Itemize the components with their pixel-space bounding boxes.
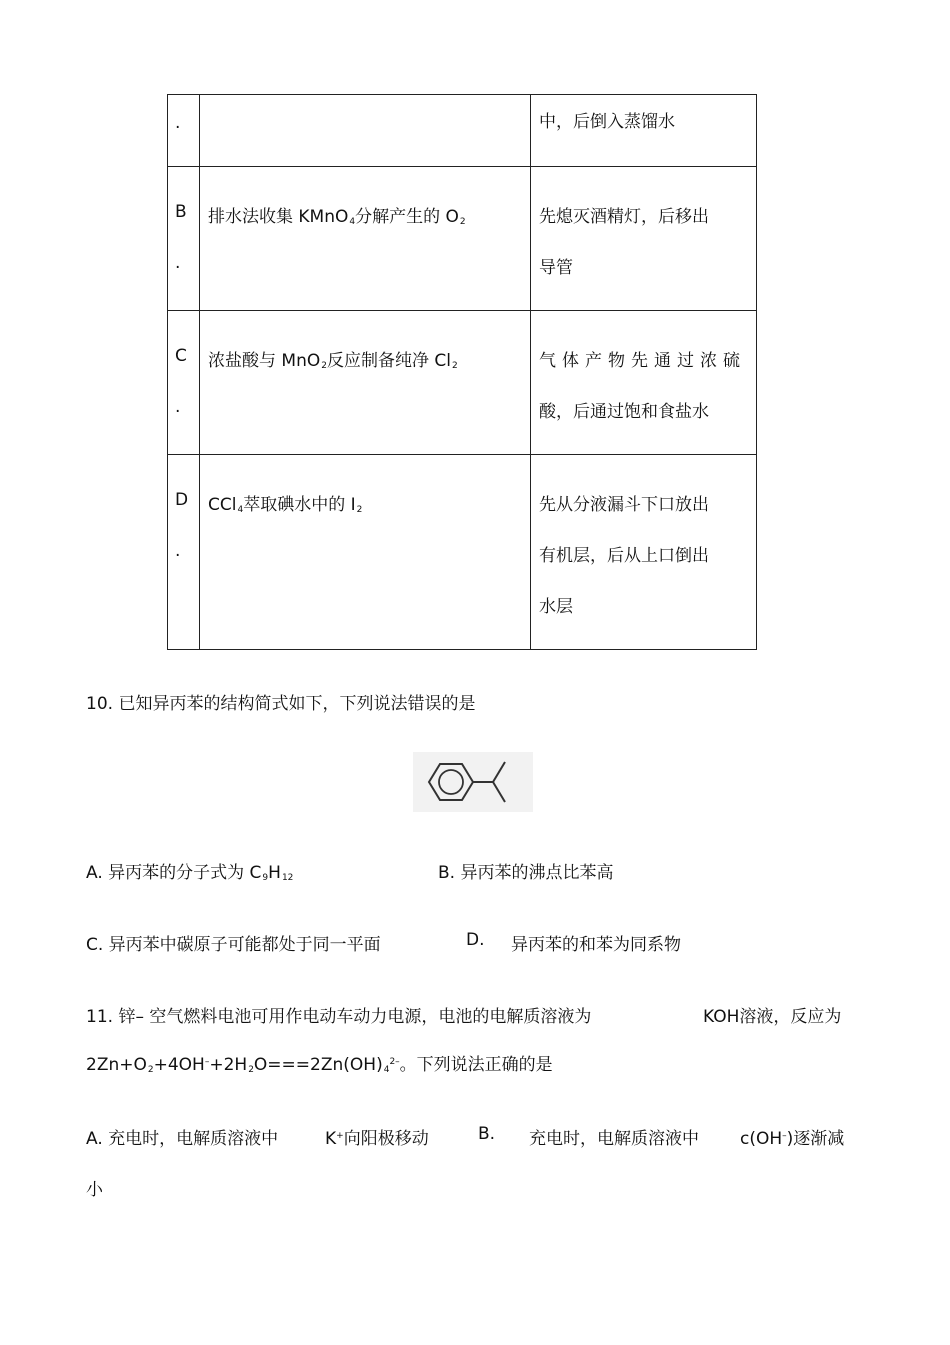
note-line: 有机层，后从上口倒出	[539, 546, 709, 566]
row-label-cell	[168, 95, 200, 167]
q11-option-a: A. 充电时，电解质溶液中	[86, 1129, 279, 1149]
table-row	[168, 167, 757, 311]
row-label-dot: .	[175, 253, 181, 273]
row-label: C	[175, 346, 187, 366]
note-cell	[531, 167, 757, 311]
operation-text: CCl$_4$萃取碘水中的 $I_2$	[208, 495, 363, 515]
q11-option-b: 充电时，电解质溶液中	[529, 1129, 699, 1149]
q11-option-a-ion: K+向阳极移动	[325, 1129, 429, 1149]
row-label-cell	[168, 167, 200, 311]
table-row	[168, 95, 757, 167]
q10-option-c: C. 异丙苯中碳原子可能都处于同一平面	[86, 935, 381, 955]
note-line: 气体产物先通过浓硫	[539, 351, 746, 371]
note-cell	[531, 95, 757, 167]
q11-option-b-conc: c(OH–)逐渐减	[740, 1129, 845, 1149]
row-label: D	[175, 490, 189, 510]
operation-cell	[200, 95, 531, 167]
row-label-dot: .	[175, 397, 181, 417]
q11-equation: $2Zn+O_2+4OH^-+2H_2O===2Zn(OH)_4^{2-}$。下列说法正确的是	[86, 1055, 553, 1075]
note-line: 先从分液漏斗下口放出	[539, 495, 709, 515]
note-line: 先熄灭酒精灯，后移出	[539, 207, 709, 227]
table-row	[168, 311, 757, 455]
note-line: 酸，后通过饱和食盐水	[539, 402, 709, 422]
operation-text: 浓盐酸与 MnO$_2$反应制备纯净 $Cl_2$	[208, 351, 458, 371]
note-cell	[531, 311, 757, 455]
row-label: .	[175, 113, 181, 133]
q11-option-b-label: B.	[478, 1124, 496, 1144]
note-cell	[531, 455, 757, 650]
q10-option-d: 异丙苯的和苯为同系物	[511, 935, 681, 955]
q10-option-d-label: D.	[466, 930, 485, 950]
q11-stem: 11. 锌– 空气燃料电池可用作电动车动力电源，电池的电解质溶液为	[86, 1007, 592, 1027]
row-label-dot: .	[175, 541, 181, 561]
isopropylbenzene-structure-icon	[413, 752, 533, 812]
experiment-table	[167, 94, 757, 650]
q10-option-a: A. 异丙苯的分子式为 $C_9H_{12}$	[86, 863, 294, 883]
operation-text: 排水法收集 KMnO$_4$分解产生的 $O_2$	[208, 207, 466, 227]
operation-cell	[200, 455, 531, 650]
row-label-cell	[168, 311, 200, 455]
q11-option-b-cont: 小	[86, 1180, 103, 1200]
note-line: 水层	[539, 597, 573, 617]
q10-stem: 10. 已知异丙苯的结构简式如下，下列说法错误的是	[86, 694, 476, 714]
q11-stem-electrolyte: KOH溶液，反应为	[703, 1007, 842, 1027]
note-line: 中，后倒入蒸馏水	[539, 112, 675, 132]
row-label-cell	[168, 455, 200, 650]
note-line: 导管	[539, 258, 573, 278]
q10-option-b: B. 异丙苯的沸点比苯高	[438, 863, 614, 883]
table-row	[168, 455, 757, 650]
operation-cell	[200, 167, 531, 311]
row-label: B	[175, 202, 187, 222]
operation-cell	[200, 311, 531, 455]
